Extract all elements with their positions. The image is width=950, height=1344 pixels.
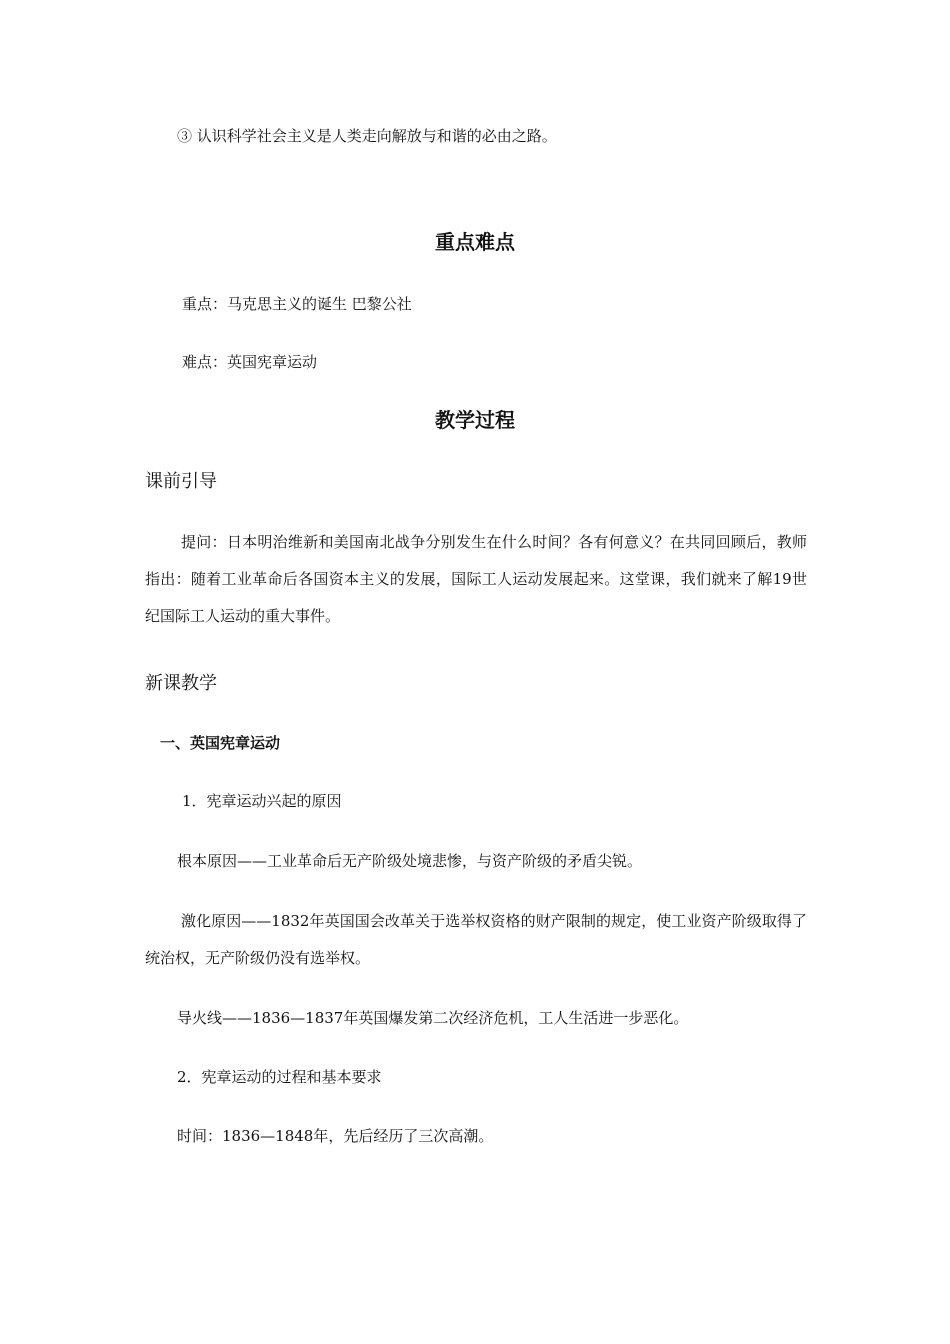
teaching-process-title: 教学过程 (435, 408, 515, 432)
section1-heading: 一、英国宪章运动 (160, 734, 281, 752)
section1-item2: 2．宪章运动的过程和基本要求 (177, 1068, 382, 1086)
trigger-cause-paragraph: 激化原因——1832年英国国会改革关于选举权资格的财产限制的规定，使工业资产阶级取得了统治权，无产阶级仍没有选举权。 (145, 912, 807, 967)
time-line: 时间：1836—1848年，先后经历了三次高潮。 (177, 1127, 494, 1145)
intro-paragraph: 提问：日本明治维新和美国南北战争分别发生在什么时间？各有何意义？在共同回顾后，教师指出：随着工业革命后各国资本主义的发展，国际工人运动发展起来。这堂课，我们就来了解19世纪国际工人运动的重大事件。 (145, 533, 807, 625)
intro-heading: 课前引导 (145, 471, 217, 492)
focus-line: 重点：马克思主义的诞生 巴黎公社 (182, 295, 412, 313)
new-lesson-heading: 新课教学 (145, 673, 217, 694)
root-cause-line: 根本原因——工业革命后无产阶级处境悲惨，与资产阶级的矛盾尖锐。 (177, 852, 643, 870)
difficulty-line: 难点：英国宪章运动 (182, 353, 318, 371)
key-points-title: 重点难点 (435, 230, 515, 254)
fuse-line: 导火线——1836—1837年英国爆发第二次经济危机，工人生活进一步恶化。 (177, 1009, 689, 1027)
objective-item-3: ③ 认识科学社会主义是人类走向解放与和谐的必由之路。 (177, 127, 557, 145)
section1-item1: 1．宪章运动兴起的原因 (182, 792, 342, 810)
